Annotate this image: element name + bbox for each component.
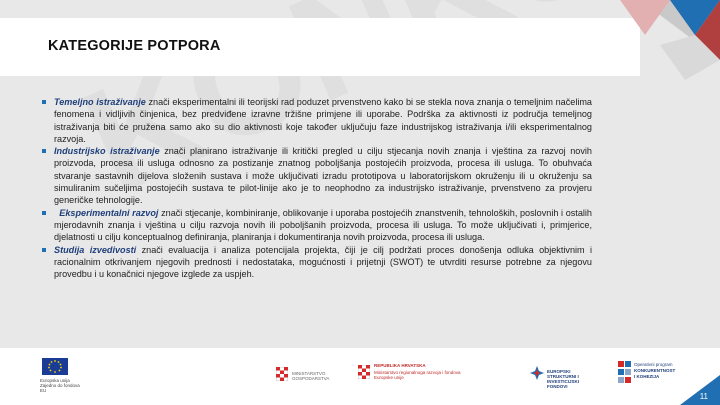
bullet-icon bbox=[42, 100, 46, 104]
corner-decoration-icon bbox=[600, 0, 720, 110]
term-label: Temeljno istraživanje bbox=[54, 97, 146, 107]
croatian-coat-icon bbox=[358, 365, 370, 379]
item-text: znači evaluacija i analiza potencijala projekta, čiji je cilj podržati proces donošenja odluka objektivnim i racionalnim otkrivanjem njegovih prednosti i nedostataka, mogućnosti i prijetnji (SWOT) te utvrditi resurse potrebne za njegovu provedbu i u konačnici njegove izglede za uspjeh. bbox=[54, 244, 593, 280]
slide-title: KATEGORIJE POTPORA bbox=[48, 38, 221, 54]
bullet-icon bbox=[42, 149, 46, 153]
item-text: znači stjecanje, kombiniranje, oblikovanje i uporaba postojećih znanstvenih, tehnoloških, poslovnih i ostalih mjerodavnih znanja i vještina u cilju razvoja novih ili poboljšanih proizvoda, procesa ili usluga. To može uključivati i, primjerice, djelatnosti u cilju konceptualnog definiranja, planiranja i dokumentiranja novih proizvoda, procesa ili usluga. bbox=[54, 207, 592, 243]
op-logo: Operativni program KONKURENTNOST I KOHEZIJA bbox=[618, 360, 698, 386]
list-item bbox=[54, 207, 592, 244]
content-list bbox=[54, 96, 592, 280]
item-text: znači planirano istraživanje ili kritički pregled u cilju stjecanja novih znanja i vještina za razvoj novih proizvoda, procesa ili usluga odnosno za postizanje znatnog poboljšanja postojećih proizvoda, procesa ili usluga. To obuhvaća stvaranje sastavnih dijelova složenih sustava i može uključivati izradu prototipova u laboratorijskom okruženju ili u okruženju sa simuliranim sučeljima postojećih sustava te pilot-linije ako je to neophodno za industrijsko istraživanje, prvenstveno za provjeru generičke tehnologije. bbox=[54, 146, 592, 206]
bullet-icon bbox=[42, 211, 46, 215]
eu-flag-icon bbox=[42, 358, 68, 375]
croatian-coat-icon bbox=[276, 367, 288, 381]
eu-caption: Europska unija Zajedno do fondova EU bbox=[40, 378, 80, 393]
ministry-logo: MINISTARSTVO GOSPODARSTVA bbox=[276, 366, 356, 384]
term-label: Eksperimentalni razvoj bbox=[59, 207, 159, 218]
term-label: Industrijsko istraživanje bbox=[54, 146, 160, 157]
esi-funds-logo: EUROPSKI STRUKTURNI I INVESTICIJSKI FONDOVI bbox=[530, 364, 600, 384]
page-number: 11 bbox=[699, 392, 708, 401]
bullet-icon bbox=[42, 248, 46, 252]
esi-star-icon bbox=[530, 366, 544, 380]
republika-logo: REPUBLIKA HRVATSKA Ministarstvo regionalnoga razvoja i fondova Europske unije bbox=[358, 362, 468, 388]
list-item bbox=[54, 96, 592, 145]
item-text: znači eksperimentalni ili teorijski rad poduzet prvenstveno kako bi se stekla nova znanja o temeljnim načelima fenomena i vidljivih činjenica, bez predviđene izravne tržišne primjene ili uporabe. Podrška za aktivnosti iz područja temeljnog istraživanja biti će pružena samo ako su dio aktivnosti koje također uključuju faze industrijskog istraživanja i/ili eksperimentalnog razvoja. bbox=[54, 97, 592, 144]
list-item bbox=[54, 244, 592, 281]
list-item bbox=[54, 145, 592, 206]
term-label: Studija izvedivosti bbox=[54, 244, 137, 255]
op-squares-icon bbox=[618, 361, 631, 383]
corner-decoration-bottom-icon bbox=[640, 375, 720, 405]
